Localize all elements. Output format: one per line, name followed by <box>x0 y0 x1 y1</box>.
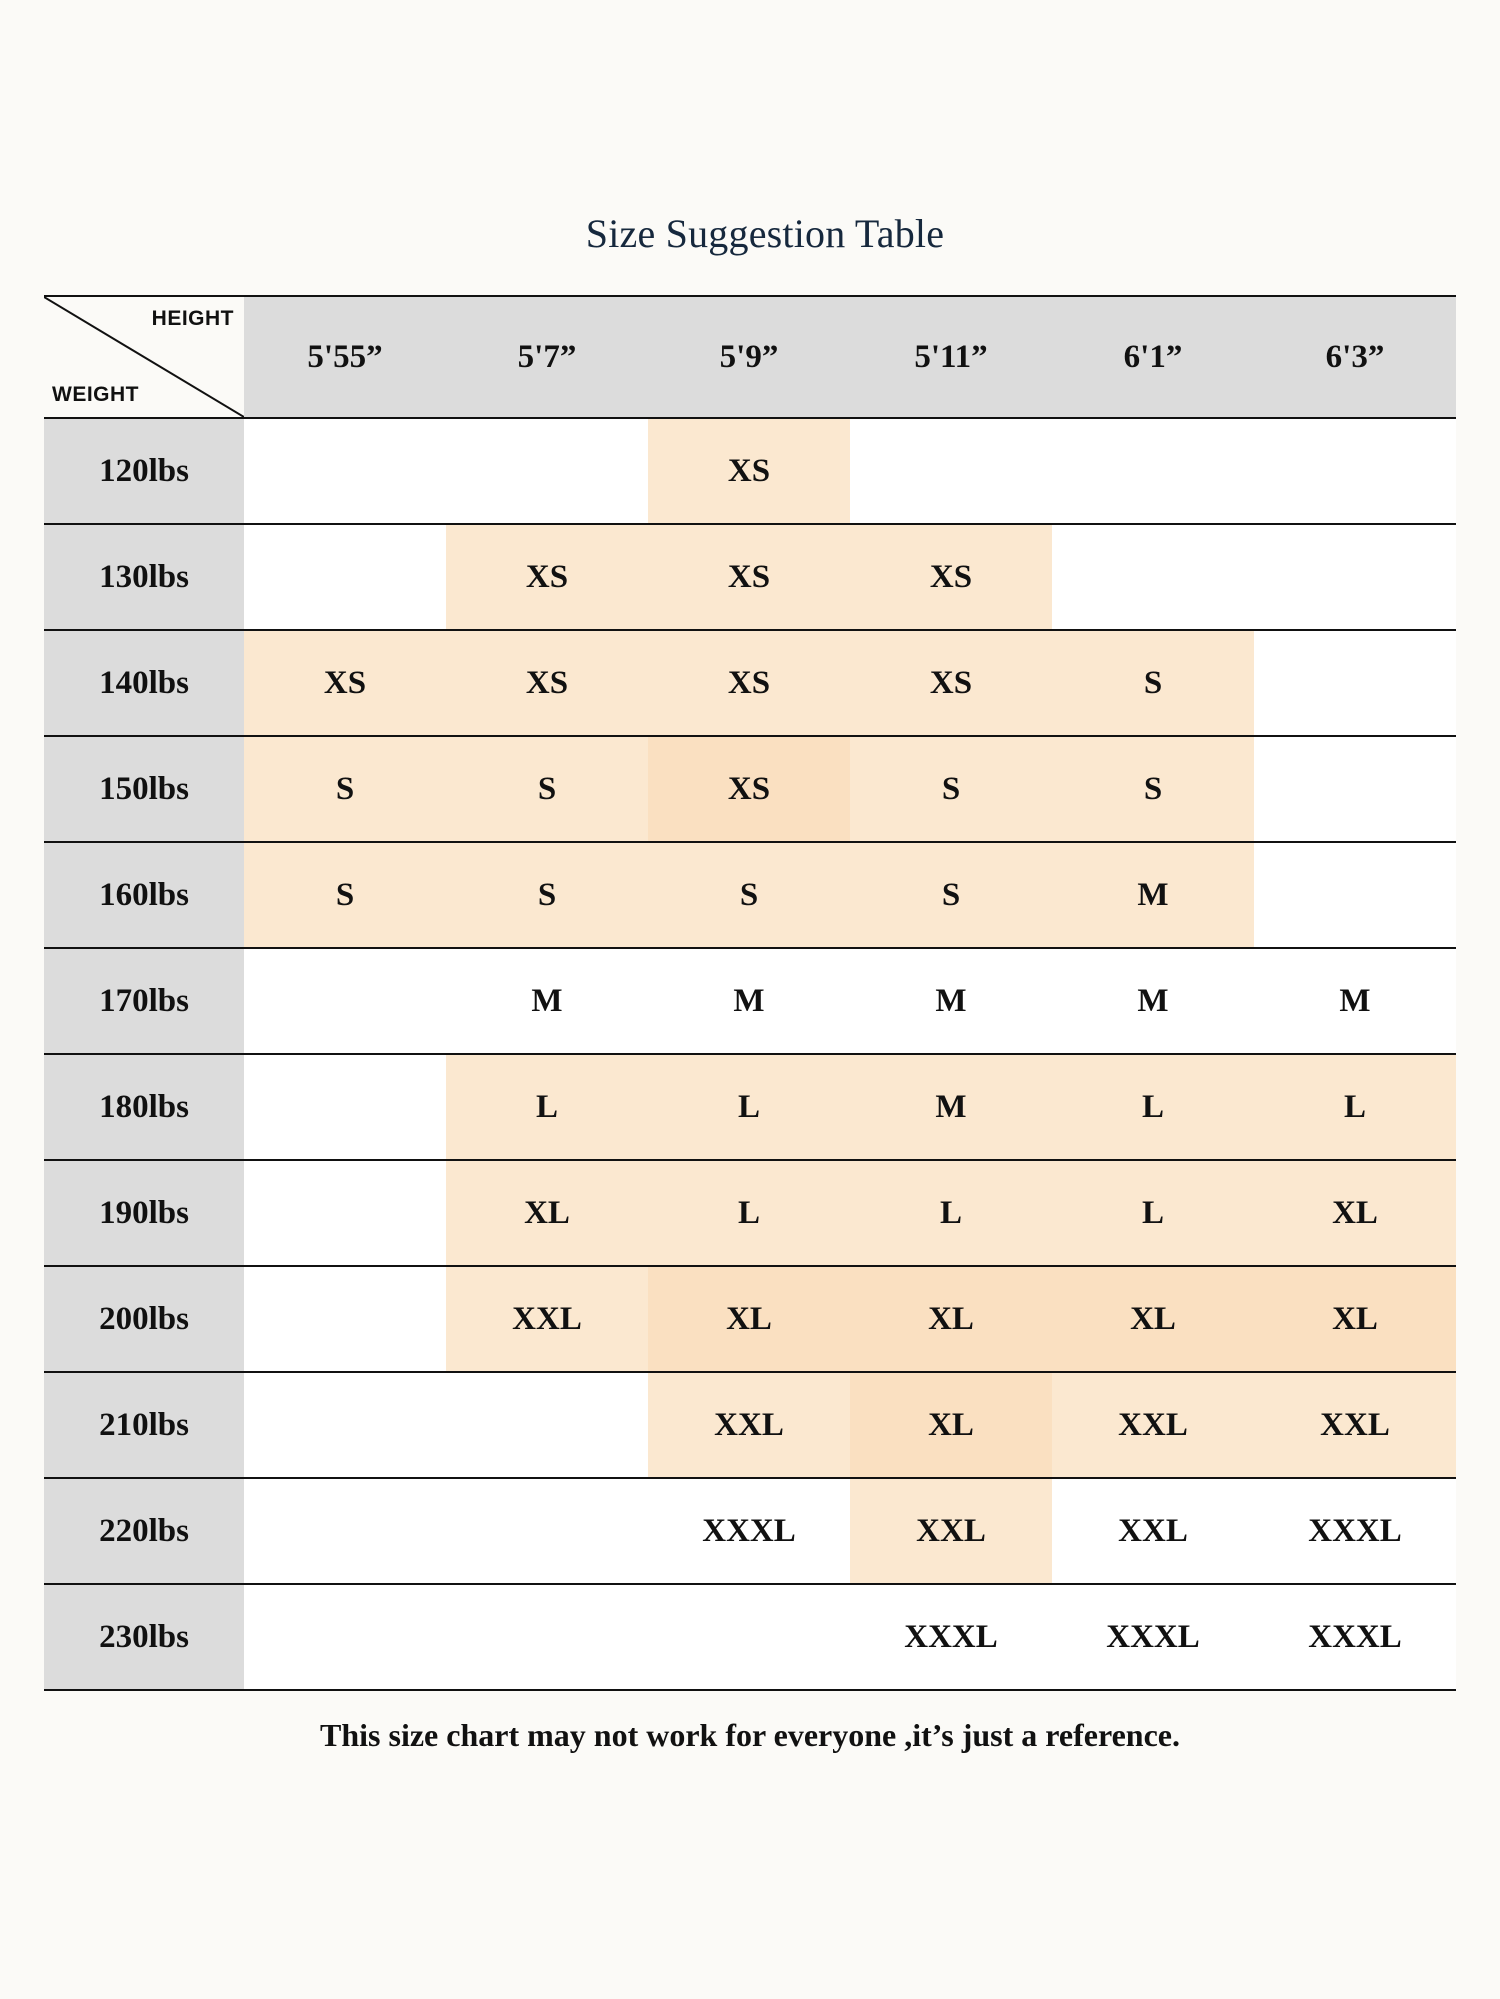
size-cell-2-1: XS <box>446 630 648 736</box>
size-cell-7-1: XL <box>446 1160 648 1266</box>
size-cell-1-3: XS <box>850 524 1052 630</box>
size-cell-7-3: L <box>850 1160 1052 1266</box>
size-cell-9-1 <box>446 1372 648 1478</box>
size-cell-1-2: XS <box>648 524 850 630</box>
table-row <box>44 842 1456 948</box>
size-cell-11-3: XXXL <box>850 1584 1052 1690</box>
row-header-weight-4: 160lbs <box>44 842 244 948</box>
size-cell-3-3: S <box>850 736 1052 842</box>
row-header-weight-1: 130lbs <box>44 524 244 630</box>
table-row <box>44 736 1456 842</box>
size-cell-3-0: S <box>244 736 446 842</box>
size-cell-2-2: XS <box>648 630 850 736</box>
size-cell-4-1: S <box>446 842 648 948</box>
row-header-weight-2: 140lbs <box>44 630 244 736</box>
size-cell-1-1: XS <box>446 524 648 630</box>
chart-footnote: This size chart may not work for everyone ,it’s just a reference. <box>320 1717 1180 1753</box>
size-cell-2-0: XS <box>244 630 446 736</box>
size-cell-6-1: L <box>446 1054 648 1160</box>
size-cell-7-0 <box>244 1160 446 1266</box>
size-cell-11-0 <box>244 1584 446 1690</box>
column-header-height-0: 5'55” <box>244 296 446 418</box>
size-cell-10-2: XXXL <box>648 1478 850 1584</box>
size-cell-1-5 <box>1254 524 1456 630</box>
row-header-weight-7: 190lbs <box>44 1160 244 1266</box>
size-cell-3-2: XS <box>648 736 850 842</box>
table-row <box>44 630 1456 736</box>
size-cell-9-3: XL <box>850 1372 1052 1478</box>
size-cell-5-3: M <box>850 948 1052 1054</box>
size-chart-container <box>30 210 1470 1754</box>
page-title: Size Suggestion Table <box>585 211 945 256</box>
size-cell-0-3 <box>850 418 1052 524</box>
size-cell-10-3: XXL <box>850 1478 1052 1584</box>
table-row <box>44 1372 1456 1478</box>
table-row <box>44 1054 1456 1160</box>
size-cell-10-1 <box>446 1478 648 1584</box>
size-cell-11-2 <box>648 1584 850 1690</box>
size-cell-6-3: M <box>850 1054 1052 1160</box>
size-cell-6-0 <box>244 1054 446 1160</box>
weight-axis-label: WEIGHT <box>52 383 139 406</box>
size-cell-7-2: L <box>648 1160 850 1266</box>
row-header-weight-5: 170lbs <box>44 948 244 1054</box>
size-cell-4-4: M <box>1052 842 1254 948</box>
column-header-height-4: 6'1” <box>1052 296 1254 418</box>
size-cell-1-0 <box>244 524 446 630</box>
size-cell-2-5 <box>1254 630 1456 736</box>
table-row <box>44 948 1456 1054</box>
size-cell-10-4: XXL <box>1052 1478 1254 1584</box>
size-cell-10-0 <box>244 1478 446 1584</box>
size-cell-8-3: XL <box>850 1266 1052 1372</box>
size-cell-3-1: S <box>446 736 648 842</box>
table-row <box>44 418 1456 524</box>
size-cell-5-5: M <box>1254 948 1456 1054</box>
size-cell-5-2: M <box>648 948 850 1054</box>
size-cell-3-5 <box>1254 736 1456 842</box>
table-header <box>44 296 1456 418</box>
size-suggestion-table <box>44 295 1456 1691</box>
size-cell-6-4: L <box>1052 1054 1254 1160</box>
size-cell-0-4 <box>1052 418 1254 524</box>
size-cell-11-5: XXXL <box>1254 1584 1456 1690</box>
size-cell-5-1: M <box>446 948 648 1054</box>
column-header-height-3: 5'11” <box>850 296 1052 418</box>
column-header-height-1: 5'7” <box>446 296 648 418</box>
size-cell-4-2: S <box>648 842 850 948</box>
size-cell-10-5: XXXL <box>1254 1478 1456 1584</box>
height-axis-label: HEIGHT <box>151 307 234 330</box>
size-cell-9-2: XXL <box>648 1372 850 1478</box>
size-cell-2-4: S <box>1052 630 1254 736</box>
table-row <box>44 1584 1456 1690</box>
axis-corner-cell <box>44 296 244 418</box>
size-cell-9-4: XXL <box>1052 1372 1254 1478</box>
row-header-weight-9: 210lbs <box>44 1372 244 1478</box>
size-cell-9-0 <box>244 1372 446 1478</box>
size-cell-4-5 <box>1254 842 1456 948</box>
size-cell-8-2: XL <box>648 1266 850 1372</box>
size-cell-1-4 <box>1052 524 1254 630</box>
size-cell-7-5: XL <box>1254 1160 1456 1266</box>
row-header-weight-8: 200lbs <box>44 1266 244 1372</box>
table-row <box>44 1478 1456 1584</box>
table-row <box>44 1160 1456 1266</box>
column-header-height-2: 5'9” <box>648 296 850 418</box>
row-header-weight-11: 230lbs <box>44 1584 244 1690</box>
row-header-weight-3: 150lbs <box>44 736 244 842</box>
size-cell-3-4: S <box>1052 736 1254 842</box>
size-cell-0-2: XS <box>648 418 850 524</box>
size-cell-0-5 <box>1254 418 1456 524</box>
size-cell-6-5: L <box>1254 1054 1456 1160</box>
size-cell-8-5: XL <box>1254 1266 1456 1372</box>
row-header-weight-6: 180lbs <box>44 1054 244 1160</box>
size-cell-11-1 <box>446 1584 648 1690</box>
row-header-weight-0: 120lbs <box>44 418 244 524</box>
size-cell-4-3: S <box>850 842 1052 948</box>
size-cell-4-0: S <box>244 842 446 948</box>
size-cell-8-0 <box>244 1266 446 1372</box>
size-cell-2-3: XS <box>850 630 1052 736</box>
table-header-row <box>44 296 1456 418</box>
column-header-height-5: 6'3” <box>1254 296 1456 418</box>
row-header-weight-10: 220lbs <box>44 1478 244 1584</box>
size-cell-6-2: L <box>648 1054 850 1160</box>
size-cell-9-5: XXL <box>1254 1372 1456 1478</box>
size-cell-0-0 <box>244 418 446 524</box>
table-body <box>44 418 1456 1690</box>
table-row <box>44 524 1456 630</box>
size-cell-7-4: L <box>1052 1160 1254 1266</box>
size-cell-8-4: XL <box>1052 1266 1254 1372</box>
size-cell-0-1 <box>446 418 648 524</box>
size-cell-5-0 <box>244 948 446 1054</box>
size-cell-11-4: XXXL <box>1052 1584 1254 1690</box>
size-cell-5-4: M <box>1052 948 1254 1054</box>
table-row <box>44 1266 1456 1372</box>
size-cell-8-1: XXL <box>446 1266 648 1372</box>
